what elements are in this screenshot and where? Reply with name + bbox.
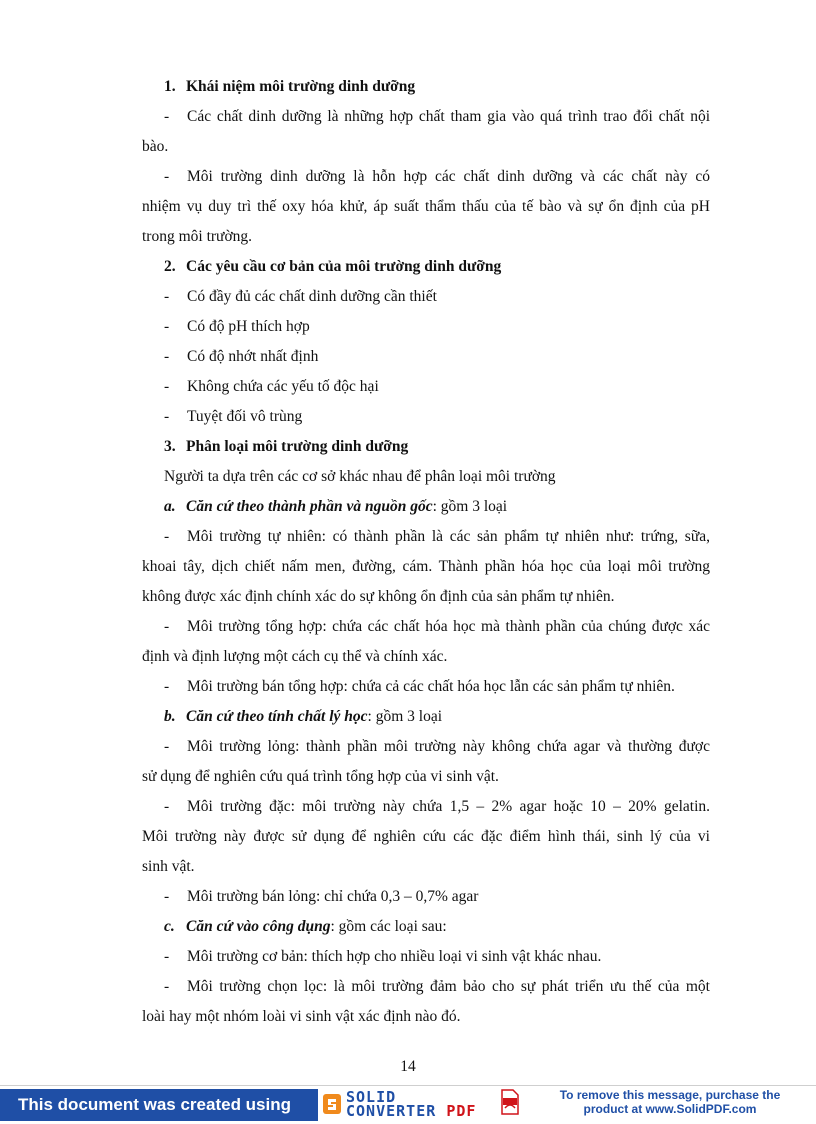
paragraph-line: sử dụng để nghiên cứu quá trình tổng hợp của vi sinh vật. <box>142 768 499 785</box>
subsection-title: Căn cứ theo thành phần và nguồn gốc <box>186 498 433 515</box>
section-number: 3. <box>164 438 176 455</box>
paragraph-line <box>164 977 710 997</box>
purchase-text: product at <box>583 1102 646 1116</box>
text: Môi trường bán lỏng: chỉ chứa 0,3 – 0,7% agar <box>187 888 479 905</box>
subsection-title: Căn cứ vào công dụng <box>186 918 331 935</box>
bullet-dash: - <box>164 318 170 335</box>
text: Môi trường bán tổng hợp: chứa cả các chất hóa học lẫn các sản phẩm tự nhiên. <box>187 678 675 695</box>
paragraph-line: Người ta dựa trên các cơ sở khác nhau để phân loại môi trường <box>164 468 556 485</box>
text: : gồm 3 loại <box>432 498 508 515</box>
pdf-document-icon <box>500 1089 520 1115</box>
paragraph-line: trong môi trường. <box>142 228 253 245</box>
text: Môi trường tự nhiên: có thành phần là các sản phẩm tự nhiên như: trứng, sữa, <box>187 528 710 545</box>
logo-bottom-text <box>346 1104 476 1118</box>
paragraph-line: khoai tây, dịch chiết nấm men, đường, cám. Thành phần hóa học của loại môi trường <box>142 558 710 575</box>
bullet-dash: - <box>164 888 170 905</box>
purchase-line-1: To remove this message, purchase the <box>559 1088 781 1102</box>
section-title: Các yêu cầu cơ bản của môi trường dinh dưỡng <box>186 258 502 275</box>
list-item <box>164 317 310 337</box>
text: Có độ pH thích hợp <box>187 318 310 335</box>
bullet-dash: - <box>164 618 170 635</box>
solid-converter-logo[interactable] <box>320 1089 530 1121</box>
subsection-label: a. <box>164 498 176 515</box>
text: Có đầy đủ các chất dinh dưỡng cần thiết <box>187 288 437 305</box>
list-item <box>164 377 379 397</box>
list-item <box>164 347 318 367</box>
section-3-heading <box>164 437 408 457</box>
section-2-heading <box>164 257 501 277</box>
page-number: 14 <box>400 1058 416 1075</box>
text: Tuyệt đối vô trùng <box>187 408 303 425</box>
purchase-line-2 <box>536 1102 804 1116</box>
text: Môi trường tổng hợp: chứa các chất hóa học mà thành phần của chúng được xác <box>187 618 710 635</box>
paragraph-line <box>164 947 601 967</box>
bullet-dash: - <box>164 978 170 995</box>
text: Môi trường cơ bản: thích hợp cho nhiều loại vi sinh vật khác nhau. <box>187 948 602 965</box>
subsection-b-heading <box>164 707 442 727</box>
paragraph-line: sinh vật. <box>142 858 195 875</box>
bullet-dash: - <box>164 288 170 305</box>
paragraph-line: định và định lượng một cách cụ thể và chính xác. <box>142 648 448 665</box>
banner-purchase-message <box>536 1088 804 1116</box>
solid-logo-icon <box>322 1093 342 1115</box>
subsection-label: c. <box>164 918 175 935</box>
text: : gồm các loại sau: <box>330 918 447 935</box>
paragraph-line <box>164 527 710 547</box>
paragraph-line: nhiệm vụ duy trì thế oxy hóa khử, áp suất thẩm thấu của tế bào và sự ổn định của pH <box>142 198 710 215</box>
list-item <box>164 407 302 427</box>
paragraph-line: không được xác định chính xác do sự không ổn định của sản phẩm tự nhiên. <box>142 588 615 605</box>
subsection-label: b. <box>164 708 176 725</box>
paragraph-line: loài hay một nhóm loài vi sinh vật xác định nào đó. <box>142 1008 461 1025</box>
bullet-dash: - <box>164 678 170 695</box>
text: Không chứa các yếu tố độc hại <box>187 378 379 395</box>
paragraph-line <box>164 797 710 817</box>
paragraph-line: Môi trường này được sử dụng để nghiên cứu các đặc điểm hình thái, sinh lý của vi <box>142 828 710 845</box>
logo-wordmark <box>346 1090 476 1118</box>
text: Có độ nhớt nhất định <box>187 348 319 365</box>
section-number: 1. <box>164 78 176 95</box>
paragraph-line <box>164 887 478 907</box>
text: Các chất dinh dưỡng là những hợp chất tham gia vào quá trình trao đổi chất nội <box>187 108 710 125</box>
text: Môi trường chọn lọc: là môi trường đảm bảo cho sự phát triển ưu thế của một <box>187 978 710 995</box>
logo-converter-text: CONVERTER <box>346 1102 447 1120</box>
list-item <box>164 287 437 307</box>
bullet-dash: - <box>164 948 170 965</box>
bullet-dash: - <box>164 348 170 365</box>
logo-top-text: SOLID <box>346 1088 397 1106</box>
paragraph-line <box>164 737 710 757</box>
bullet-dash: - <box>164 378 170 395</box>
paragraph-line: bào. <box>142 138 169 155</box>
paragraph-line <box>164 617 710 637</box>
bullet-dash: - <box>164 528 170 545</box>
text: Môi trường đặc: môi trường này chứa 1,5 – 2% agar hoặc 10 – 20% gelatin. <box>187 798 710 815</box>
bullet-dash: - <box>164 798 170 815</box>
bullet-dash: - <box>164 408 170 425</box>
logo-pdf-text: PDF <box>446 1102 477 1120</box>
bullet-dash: - <box>164 168 170 185</box>
bullet-dash: - <box>164 108 170 125</box>
subsection-c-heading <box>164 917 447 937</box>
text: Môi trường dinh dưỡng là hỗn hợp các chất dinh dưỡng và các chất này có <box>187 168 710 185</box>
section-1-heading <box>164 77 415 97</box>
solidpdf-link[interactable]: www.SolidPDF.com <box>645 1102 757 1116</box>
section-title: Phân loại môi trường dinh dưỡng <box>186 438 409 455</box>
subsection-title: Căn cứ theo tính chất lý học <box>186 708 368 725</box>
banner-left-text: This document was created using <box>0 1089 318 1121</box>
watermark-banner <box>0 1085 816 1124</box>
paragraph-line <box>164 677 675 697</box>
paragraph-line <box>164 167 710 187</box>
section-title: Khái niệm môi trường dinh dưỡng <box>186 78 416 95</box>
section-number: 2. <box>164 258 176 275</box>
text: : gồm 3 loại <box>367 708 443 725</box>
text: Môi trường lỏng: thành phần môi trường này không chứa agar và thường được <box>187 738 710 755</box>
paragraph-line <box>164 107 710 127</box>
subsection-a-heading <box>164 497 507 517</box>
bullet-dash: - <box>164 738 170 755</box>
